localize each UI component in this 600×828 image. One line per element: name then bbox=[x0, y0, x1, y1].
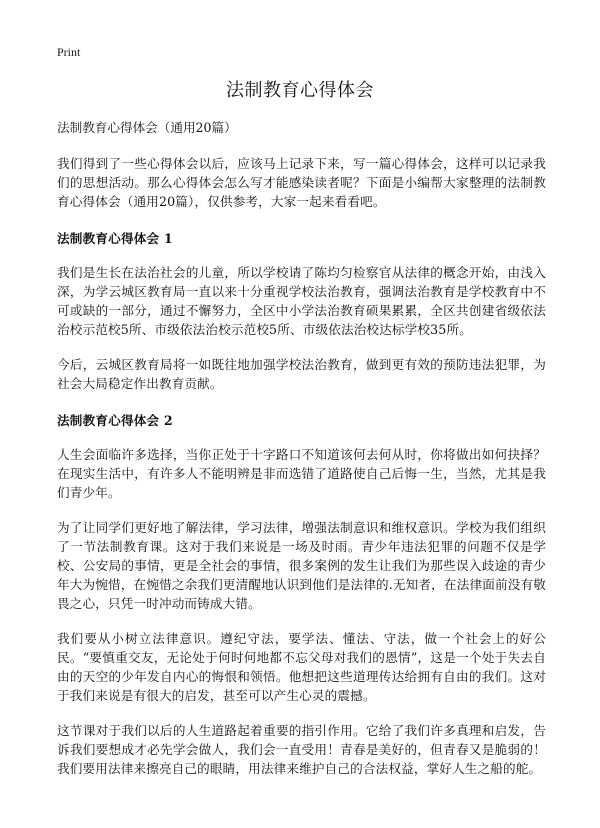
section-2-paragraph-3: 我们要从小树立法律意识。遵纪守法，要学法、懂法、守法，做一个社会上的好公民。“要慎重交友，无论处于何时何地都不忘父母对我们的恩情”，这是一个处于失去自由的天空的少年发自内心的悔恨和领悟。他想把这些道理传达给拥有自由的我们。这对于我们来说是有很大的启发，甚至可以产生心灵的震撼。 bbox=[57, 631, 546, 703]
spacer bbox=[57, 613, 546, 629]
section-heading-2: 法制教育心得体会 2 bbox=[57, 413, 173, 428]
section-2-paragraph-4: 这节课对于我们以后的人生道路起着重要的指引作用。它给了我们许多真理和启发，告诉我们要想成才必先学会做人，我们会一直受用！青春是美好的，但青春又是脆弱的！我们要用法律来擦亮自己的眼睛，用法律来维护自己的合法权益，掌好人生之船的舵。 bbox=[57, 723, 546, 776]
document-body bbox=[57, 118, 546, 778]
spacer bbox=[57, 211, 546, 229]
print-link[interactable]: Print bbox=[57, 45, 81, 59]
spacer bbox=[57, 705, 546, 721]
spacer bbox=[57, 339, 546, 355]
section-1-paragraph-1: 我们是生长在法治社会的儿童，所以学校请了陈均匀检察官从法律的概念开始，由浅入深，为学云城区教育局一直以来十分重视学校法治教育，强调法治教育是学校教育中不可或缺的一部分，通过不懈努力，全区中小学法治教育硕果累累，全区共创建省级依法治校示范校5所、市级依法治校示范校5所、市级依法治校达标学校35所。 bbox=[57, 265, 546, 337]
spacer bbox=[57, 393, 546, 411]
document-title: 法制教育心得体会 bbox=[226, 80, 374, 101]
section-2-paragraph-1: 人生会面临许多选择，当你正处于十字路口不知道该何去何从时，你将做出如何抉择？在现实生活中，有许多人不能明辨是非而选错了道路使自己后悔一生，当然，尤其是我们青少年。 bbox=[57, 447, 546, 500]
section-1-paragraph-2: 今后，云城区教育局将一如既往地加强学校法治教育，做到更有效的预防违法犯罪，为社会大局稳定作出教育贡献。 bbox=[57, 357, 546, 391]
document-subtitle: 法制教育心得体会（通用20篇） bbox=[57, 120, 237, 135]
section-2-paragraph-2: 为了让同学们更好地了解法律，学习法律，增强法制意识和维权意识。学校为我们组织了一节法制教育课。这对于我们来说是一场及时雨。青少年违法犯罪的问题不仅是学校、公安局的事情，更是全社会的事情，很多案例的发生让我们为那些误入歧途的青少年大为惋惜，在惋惜之余我们更清醒地认识到他们是法律的.无知者，在法律面前没有敬畏之心，只凭一时冲动而铸成大错。 bbox=[57, 520, 546, 611]
spacer bbox=[57, 502, 546, 518]
intro-paragraph: 我们得到了一些心得体会以后，应该马上记录下来，写一篇心得体会，这样可以记录我们的思想活动。那么心得体会怎么写才能感染读者呢？下面是小编帮大家整理的法制教育心得体会（通用20篇），仅供参考，大家一起来看看吧。 bbox=[57, 156, 546, 209]
section-heading-1: 法制教育心得体会 1 bbox=[57, 231, 173, 246]
